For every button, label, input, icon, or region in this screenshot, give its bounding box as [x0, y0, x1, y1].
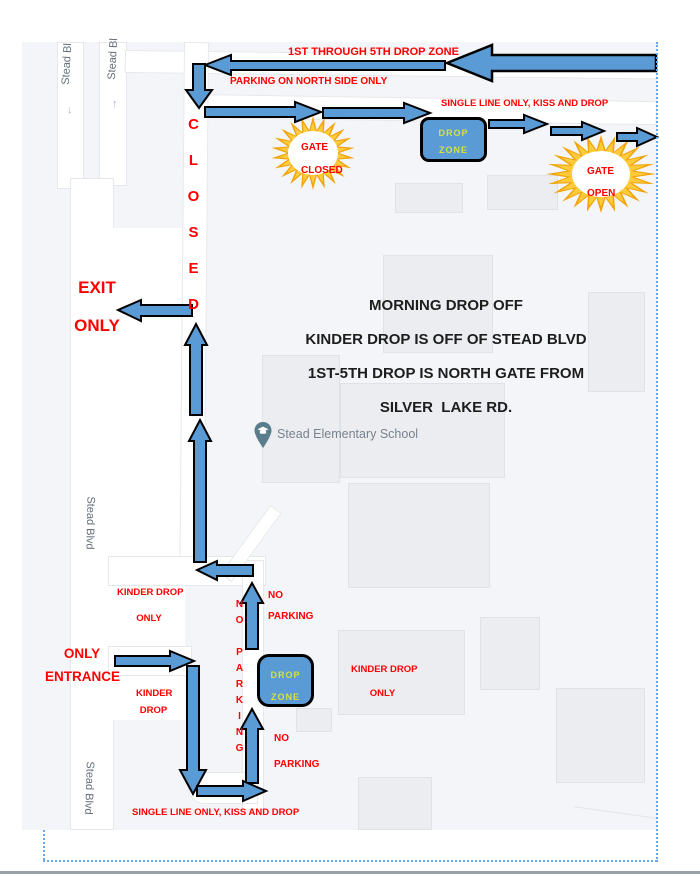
gate-open-line2: OPEN — [587, 188, 616, 199]
arrow-north-closed-road-2 — [189, 420, 211, 562]
poi-label-stead-elementary: Stead Elementary School — [277, 427, 419, 441]
kinder-drop-only-east-line2: ONLY — [369, 688, 396, 699]
arrow-east-exit-gate-2 — [551, 122, 604, 140]
frame-border-left-stub — [43, 830, 45, 860]
drop-zone-title: 1ST THROUGH 5TH DROP ZONE — [288, 46, 459, 58]
no-parking-vertical-label: NO PARKING — [234, 599, 245, 759]
kinder-drop-only-east-line1: KINDER DROP — [351, 664, 418, 675]
arrow-east-exit-gate-1 — [489, 115, 547, 133]
no-parking-south-line1: NO — [274, 733, 289, 744]
exit-only-line2: ONLY — [74, 316, 120, 335]
gate-open-line1: GATE — [587, 166, 615, 177]
arrow-east-to-drop-zone-2 — [323, 103, 430, 123]
gate-closed-label — [301, 136, 343, 182]
arrow-east-to-drop-zone-1 — [205, 102, 321, 122]
drop-zone-south-line1: DROP — [270, 670, 301, 680]
arrow-south-turn-in — [186, 64, 212, 108]
kinder-drop-only-west-line2: ONLY — [136, 613, 162, 624]
arrow-east-exit-gate-3 — [617, 128, 657, 146]
notice-line-1: MORNING DROP OFF — [369, 297, 523, 314]
notice-line-2: KINDER DROP IS OFF OF STEAD BLVD — [305, 331, 587, 348]
street-label-stead-blvd-lane2: Stead Bl — [105, 37, 121, 81]
street-label-stead-blvd-bottom: Stead Blvd — [82, 761, 96, 815]
arrow-west-exit-only — [118, 300, 192, 321]
drop-zone-box-south — [257, 654, 314, 707]
kinder-drop-entry-label — [136, 685, 171, 719]
kinder-drop-only-west-line1: KINDER DROP — [117, 587, 184, 598]
arrow-west-kinder-loop-out — [197, 561, 253, 580]
no-parking-north-label — [268, 585, 313, 627]
only-entrance-line2: ENTRANCE — [45, 669, 121, 684]
gate-closed-line1: GATE — [301, 142, 329, 153]
closed-road-vertical-label: CLOSED — [185, 116, 202, 332]
exit-only-line1: EXIT — [78, 278, 116, 297]
school-map-pin-icon — [253, 421, 273, 449]
arrow-east-entrance — [115, 651, 194, 671]
frame-border-bottom — [43, 860, 657, 862]
notice-line-3: 1ST-5TH DROP IS NORTH GATE FROM — [307, 365, 585, 382]
street-label-stead-blvd-lane1: Stead Bl — [59, 42, 75, 86]
parking-north-side-label: PARKING ON NORTH SIDE ONLY — [230, 76, 388, 87]
drop-zone-box-north — [420, 117, 487, 162]
only-entrance-label — [45, 642, 119, 688]
arrow-north-closed-road-1 — [185, 324, 207, 415]
no-parking-north-line1: NO — [268, 590, 283, 601]
drop-zone-north-line2: ZONE — [438, 145, 468, 155]
notice-line-4: SILVER LAKE RD. — [379, 399, 513, 416]
only-entrance-line1: ONLY — [63, 646, 101, 661]
gate-closed-line2: CLOSED — [301, 165, 343, 176]
gate-open-label — [587, 161, 615, 205]
one-way-up-arrow-icon: ↑ — [112, 98, 118, 110]
street-label-stead-blvd-mid: Stead Blvd — [83, 496, 97, 550]
drop-zone-north-line1: DROP — [438, 128, 469, 138]
drop-zone-south-line2: ZONE — [270, 692, 300, 702]
kinder-drop-entry-line1: KINDER — [136, 688, 173, 699]
page-bottom-edge — [0, 871, 700, 874]
no-parking-south-label — [274, 726, 319, 778]
kinder-drop-entry-line2: DROP — [139, 705, 168, 716]
single-line-label-bottom: SINGLE LINE ONLY, KISS AND DROP — [132, 807, 300, 818]
arrow-west-along-silver-lake — [205, 55, 445, 75]
no-parking-south-line2: PARKING — [274, 759, 320, 770]
single-line-label-top: SINGLE LINE ONLY, KISS AND DROP — [441, 98, 609, 109]
arrow-big-west-drop-route — [447, 45, 656, 81]
arrow-south-entrance-road — [180, 666, 206, 794]
kinder-drop-only-east-label — [351, 658, 418, 706]
no-parking-north-line2: PARKING — [268, 611, 314, 622]
one-way-down-arrow-icon: ↓ — [67, 104, 73, 116]
frame-border-right — [656, 42, 658, 862]
kinder-drop-only-west-label — [117, 580, 184, 632]
